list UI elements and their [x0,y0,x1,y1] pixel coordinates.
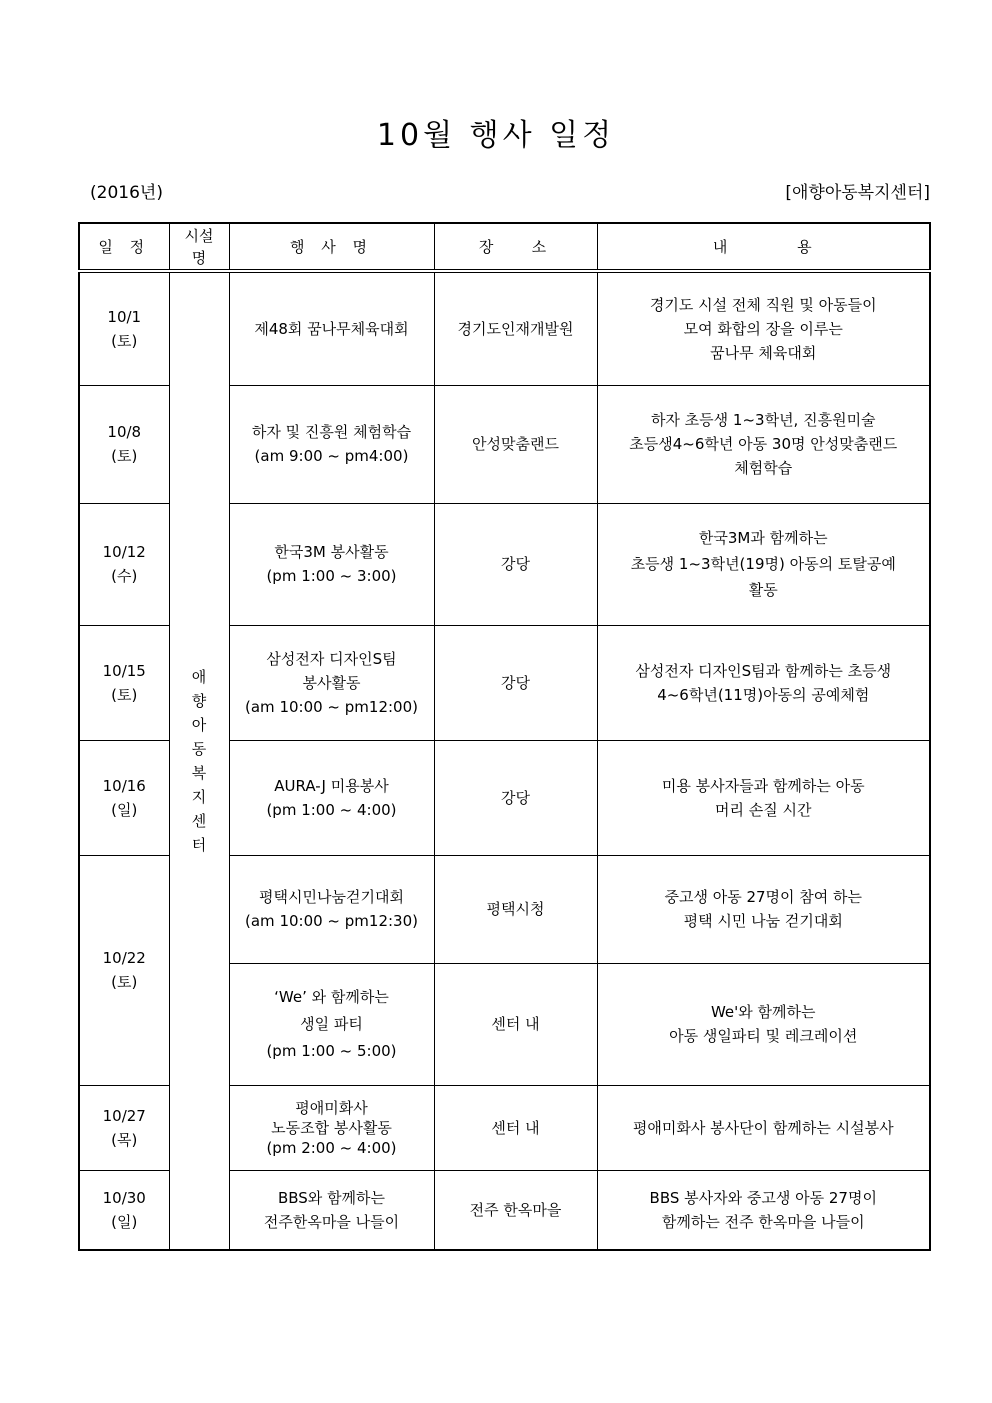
cell-date: 10/27 (목) [79,1085,169,1170]
cell-place: 센터 내 [434,963,597,1085]
cell-content: BBS 봉사자와 중고생 아동 27명이 함께하는 전주 한옥마을 나들이 [597,1170,930,1250]
cell-event: 제48회 꿈나무체육대회 [229,271,434,385]
cell-content: 미용 봉사자들과 함께하는 아동 머리 손질 시간 [597,740,930,855]
table-header-row [79,223,930,271]
cell-date: 10/22 (토) [79,855,169,1085]
cell-event: 삼성전자 디자인S팀 봉사활동 (am 10:00 ~ pm12:00) [229,625,434,740]
page-title: 10월 행사 일정 [376,118,616,153]
cell-place: 강당 [434,503,597,625]
cell-date: 10/1 (토) [79,271,169,385]
cell-date: 10/8 (토) [79,385,169,503]
schedule-table [78,222,931,1251]
cell-event: 하자 및 진흥원 체험학습 (am 9:00 ~ pm4:00) [229,385,434,503]
header-content: 내 용 [597,223,930,271]
cell-event: 평택시민나눔걷기대회 (am 10:00 ~ pm12:30) [229,855,434,963]
cell-facility: 애 향 아 동 복 지 센 터 [169,271,229,1250]
cell-place: 평택시청 [434,855,597,963]
header-place: 장 소 [434,223,597,271]
cell-date: 10/15 (토) [79,625,169,740]
cell-event: ‘We’ 와 함께하는 생일 파티 (pm 1:00 ~ 5:00) [229,963,434,1085]
cell-place: 강당 [434,740,597,855]
cell-content: 하자 초등생 1~3학년, 진흥원미술 초등생4~6학년 아동 30명 안성맞춤랜드 체험학습 [597,385,930,503]
cell-date: 10/12 (수) [79,503,169,625]
cell-date: 10/16 (일) [79,740,169,855]
cell-event: BBS와 함께하는 전주한옥마을 나들이 [229,1170,434,1250]
cell-content: 평애미화사 봉사단이 함께하는 시설봉사 [597,1085,930,1170]
header-facility: 시설 명 [169,223,229,271]
cell-date: 10/30 (일) [79,1170,169,1250]
cell-place: 경기도인재개발원 [434,271,597,385]
cell-event: AURA-J 미용봉사 (pm 1:00 ~ 4:00) [229,740,434,855]
cell-content: 경기도 시설 전체 직원 및 아동들이 모여 화합의 장을 이루는 꿈나무 체육대회 [597,271,930,385]
cell-content: 삼성전자 디자인S팀과 함께하는 초등생 4~6학년(11명)아동의 공예체험 [597,625,930,740]
cell-content: 한국3M과 함께하는 초등생 1~3학년(19명) 아동의 토탈공예 활동 [597,503,930,625]
header-date: 일 정 [79,223,169,271]
cell-event: 한국3M 봉사활동 (pm 1:00 ~ 3:00) [229,503,434,625]
cell-event: 평애미화사 노동조합 봉사활동 (pm 2:00 ~ 4:00) [229,1085,434,1170]
header-event: 행 사 명 [229,223,434,271]
organization-label: [애향아동복지센터] [785,183,930,203]
cell-place: 전주 한옥마을 [434,1170,597,1250]
table-row [79,271,930,385]
cell-place: 센터 내 [434,1085,597,1170]
cell-place: 강당 [434,625,597,740]
year-label: (2016년) [90,183,163,203]
cell-content: 중고생 아동 27명이 참여 하는 평택 시민 나눔 걷기대회 [597,855,930,963]
cell-content: We'와 함께하는 아동 생일파티 및 레크레이션 [597,963,930,1085]
cell-place: 안성맞춤랜드 [434,385,597,503]
